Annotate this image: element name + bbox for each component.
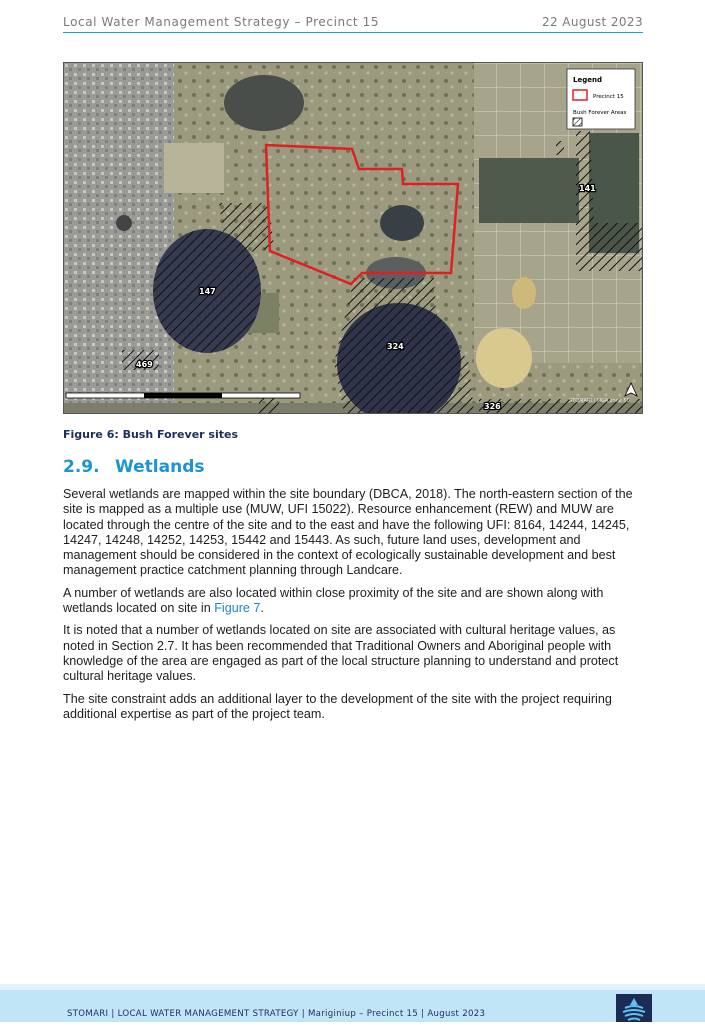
scale-bar	[66, 393, 300, 398]
section-heading	[63, 457, 205, 477]
site-label-141: 141	[579, 184, 596, 193]
figure-7-link[interactable]: Figure 7	[214, 601, 261, 616]
figure-caption: Figure 6: Bush Forever sites	[63, 428, 238, 441]
stomari-logo-icon	[616, 994, 652, 1022]
site-label-469: 469	[136, 360, 153, 369]
map-credit: STOMARI | MGA zone 50	[569, 398, 630, 404]
legend-bush: Bush Forever Areas	[573, 110, 627, 116]
precinct-swatch-icon	[573, 90, 587, 100]
paragraph-2	[63, 586, 645, 617]
paragraph-4: The site constraint adds an additional layer to the development of the site with the project requiring additional expertise as part of the project team.	[63, 691, 612, 721]
legend-title: Legend	[573, 76, 602, 84]
header-date: 22 August 2023	[541, 15, 643, 29]
footer-text: STOMARI | LOCAL WATER MANAGEMENT STRATEGY | Mariginiup – Precinct 15 | August 2023	[67, 1009, 486, 1019]
paragraph-1: Several wetlands are mapped within the site boundary (DBCA, 2018). The north-eastern section of the site is mapped as a multiple use (MUW, UFI 15022). Resource enhancement (REW) and MUW are located through the centre of the site and to the east and have the following UFI: 8164, 14244, 14245, 14247, 14248, 14252, 14253, 15442 and 15443. As such, future land uses, development and management should be considered in the context of ecologically sustainable development and best management practice catchment planning through Landcare.	[63, 487, 633, 578]
paragraph-3: It is noted that a number of wetlands located on site are associated with cultural heritage values, as noted in Section 2.7. It has been recommended that Traditional Owners and Aboriginal people with knowledge of the area are engaged as part of the local structure planning to understand and protect cultural heritage values.	[63, 623, 619, 684]
site-label-326: 326	[484, 402, 501, 411]
map-legend	[567, 69, 635, 129]
paragraph-2-end: .	[260, 601, 264, 616]
section-title: Wetlands	[115, 457, 205, 477]
bush-forever-map	[63, 62, 643, 414]
header-title: Local Water Management Strategy – Precinct 15	[63, 15, 380, 29]
site-label-324: 324	[387, 342, 404, 351]
site-label-147: 147	[199, 287, 216, 296]
hatch-swatch-icon	[573, 118, 582, 126]
paragraph-2-text: A number of wetlands are also located within close proximity of the site and are shown along with wetlands located on site in	[63, 585, 604, 616]
section-number: 2.9.	[63, 457, 100, 477]
section-body	[63, 487, 645, 729]
legend-precinct: Precinct 15	[593, 94, 624, 100]
header-rule	[63, 32, 643, 33]
